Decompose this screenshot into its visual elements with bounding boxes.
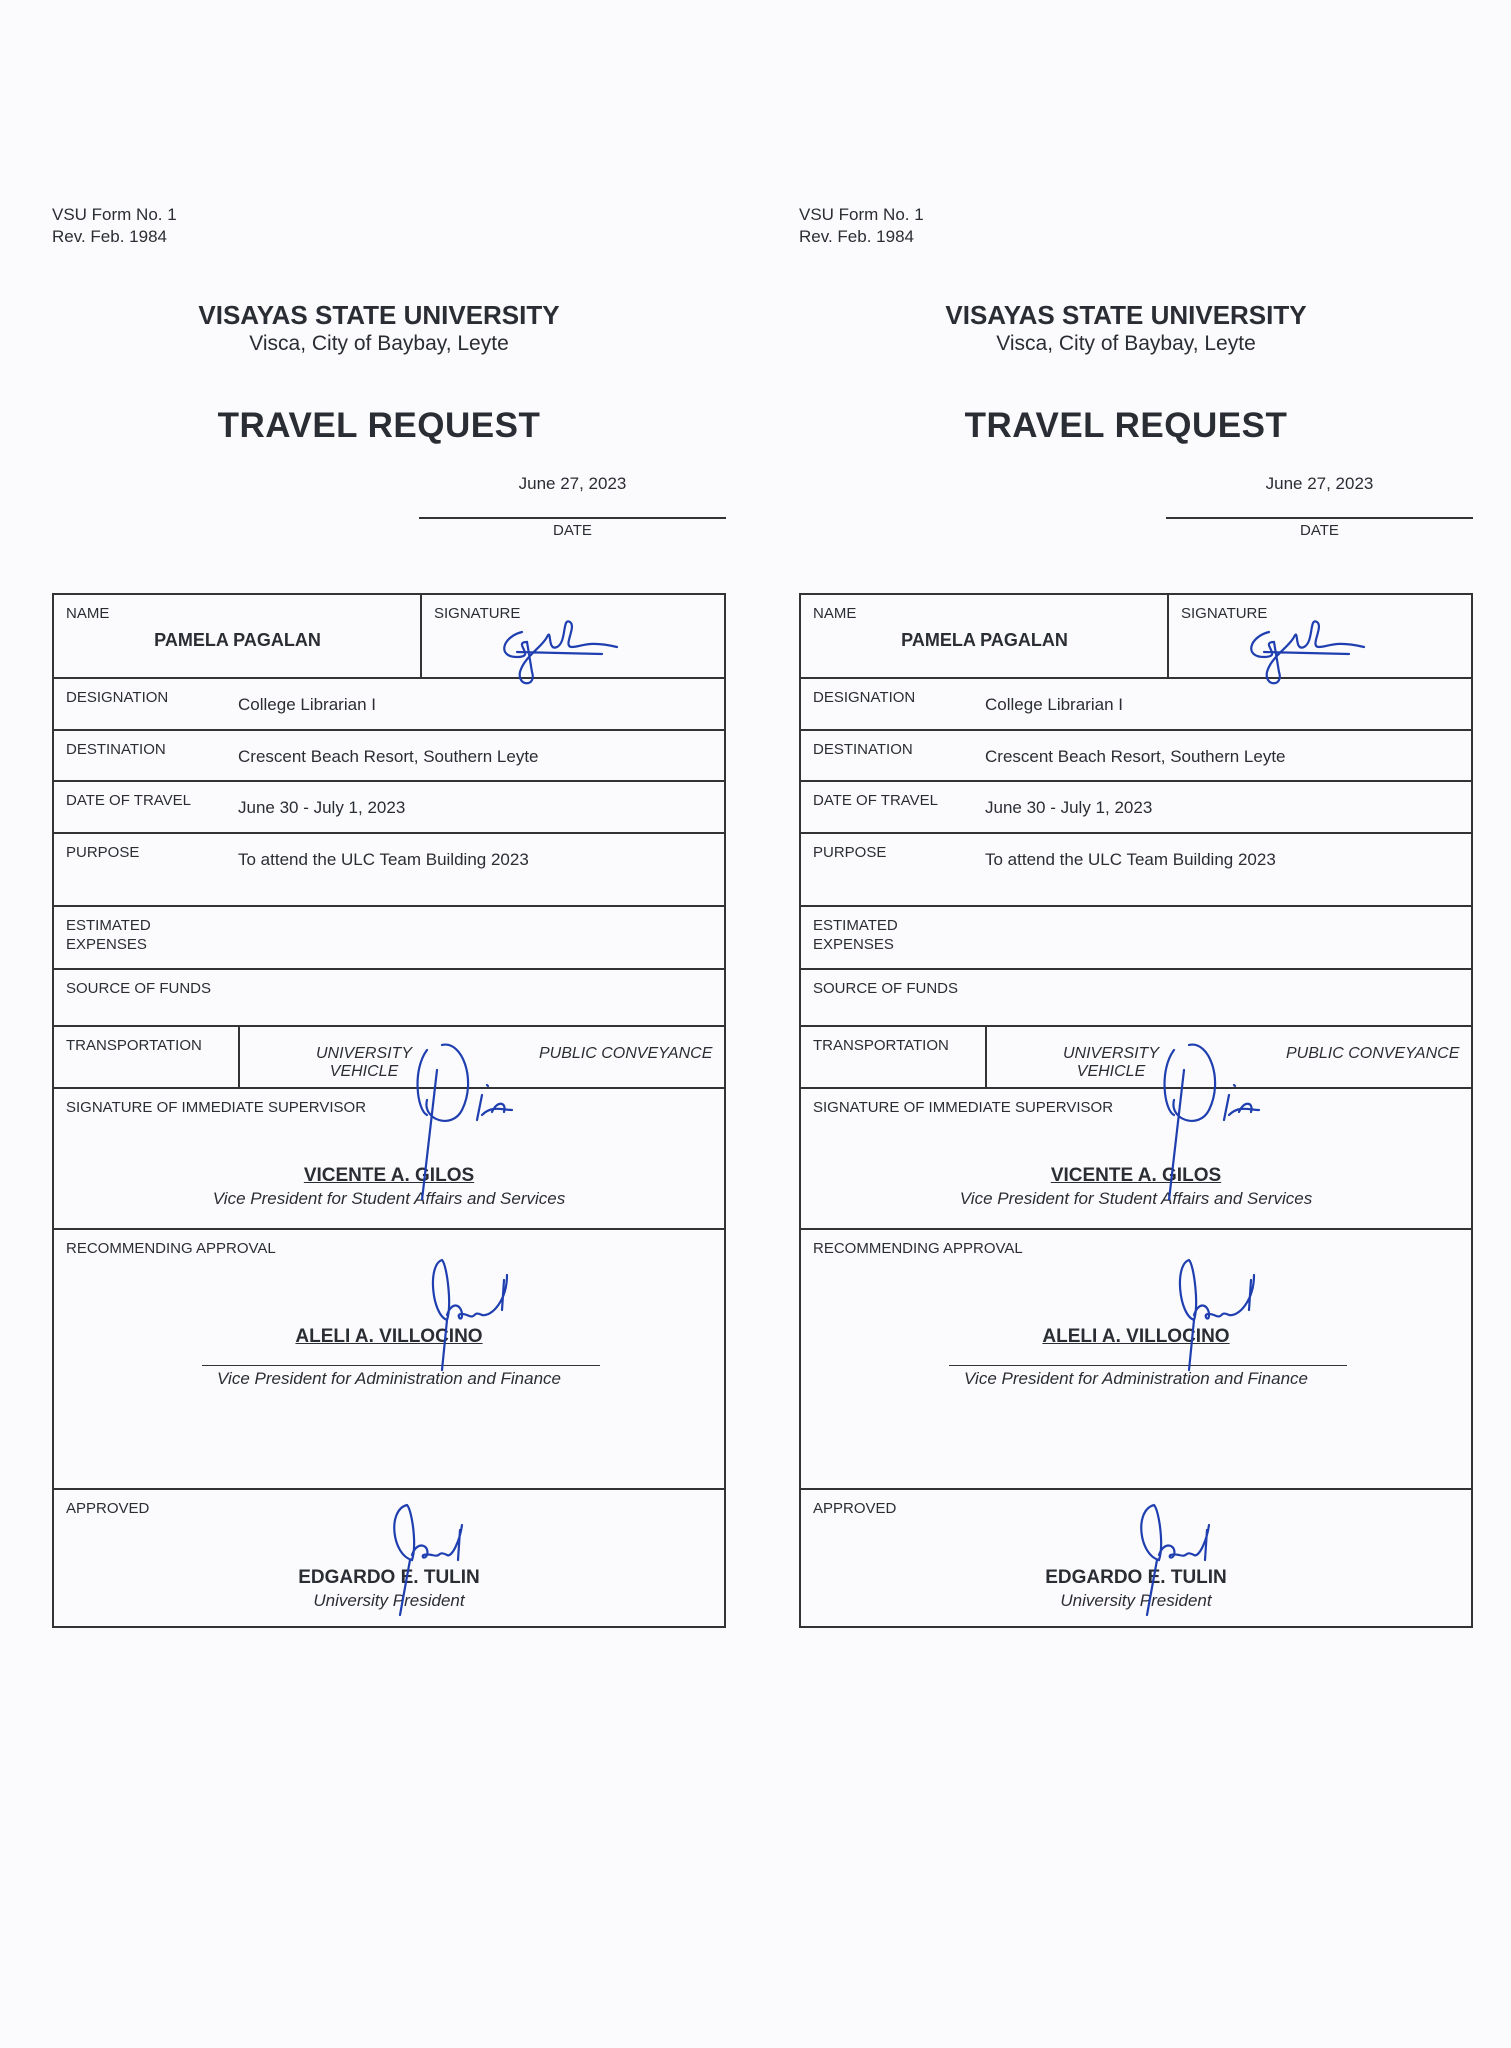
destination-row [801,731,1471,782]
transportation-row [801,1027,1471,1089]
recommending-approval-label: RECOMMENDING APPROVAL [813,1240,1023,1257]
request-date: June 27, 2023 [1265,474,1374,493]
recommending-title: Vice President for Administration and Finance [217,1369,561,1388]
estimated-expenses-row [801,907,1471,970]
transport-option-public-conveyance[interactable]: PUBLIC CONVEYANCE [539,1045,713,1062]
name-label: NAME [813,605,857,622]
date-of-travel-value: June 30 - July 1, 2023 [985,798,1153,817]
university-address: Visca, City of Baybay, Leyte [249,332,509,355]
supervisor-title: Vice President for Student Affairs and Services [959,1189,1313,1208]
transport-option-university-vehicle-2[interactable]: VEHICLE [1076,1063,1146,1080]
supervisor-name: VICENTE A. GILOS [303,1165,475,1186]
designation-row [801,679,1471,731]
recommending-approval-row [801,1230,1471,1490]
approved-title: University President [313,1591,465,1610]
recommending-name: ALELI A. VILLOCINO [295,1326,483,1347]
form-title: TRAVEL REQUEST [964,406,1288,445]
date-of-travel-label: DATE OF TRAVEL [813,792,939,809]
supervisor-label: SIGNATURE OF IMMEDIATE SUPERVISOR [813,1099,1114,1116]
transportation-label: TRANSPORTATION [66,1037,202,1054]
form-revision: Rev. Feb. 1984 [52,227,167,246]
transport-option-university-vehicle-2[interactable]: VEHICLE [329,1063,399,1080]
recommending-line [949,1365,1347,1366]
estimated-expenses-row [54,907,724,970]
estimated-expenses-label-1: ESTIMATED [66,917,151,934]
source-of-funds-row [54,970,724,1027]
supervisor-row [54,1089,724,1230]
supervisor-label: SIGNATURE OF IMMEDIATE SUPERVISOR [66,1099,367,1116]
recommending-approval-row [54,1230,724,1490]
date-line [419,517,726,519]
signature-label: SIGNATURE [1181,605,1268,622]
transportation-label: TRANSPORTATION [813,1037,949,1054]
transportation-divider [985,1027,987,1087]
supervisor-row [801,1089,1471,1230]
transportation-row [54,1027,724,1089]
name-label: NAME [66,605,110,622]
estimated-expenses-label-2: EXPENSES [66,936,147,953]
date-of-travel-label: DATE OF TRAVEL [66,792,192,809]
approved-name: EDGARDO E. TULIN [1045,1567,1227,1588]
approved-row [801,1490,1471,1626]
purpose-label: PURPOSE [66,844,140,861]
form-revision: Rev. Feb. 1984 [799,227,914,246]
approved-row [54,1490,724,1626]
transport-option-public-conveyance[interactable]: PUBLIC CONVEYANCE [1286,1045,1460,1062]
source-of-funds-label: SOURCE OF FUNDS [66,980,212,997]
approved-name: EDGARDO E. TULIN [298,1567,480,1588]
university-name: VISAYAS STATE UNIVERSITY [198,300,560,330]
destination-value: Crescent Beach Resort, Southern Leyte [985,747,1286,766]
name-value: PAMELA PAGALAN [154,630,321,650]
source-of-funds-label: SOURCE OF FUNDS [813,980,959,997]
recommending-line [202,1365,600,1366]
approved-label: APPROVED [813,1500,897,1517]
designation-label: DESIGNATION [66,689,169,706]
signature-label: SIGNATURE [434,605,521,622]
request-date: June 27, 2023 [518,474,627,493]
purpose-row [54,834,724,907]
form-number: VSU Form No. 1 [52,205,177,224]
purpose-row [801,834,1471,907]
travel-request-table [799,593,1473,1628]
university-address: Visca, City of Baybay, Leyte [996,332,1256,355]
supervisor-title: Vice President for Student Affairs and Services [212,1189,566,1208]
designation-value: College Librarian I [238,695,376,714]
date-label: DATE [553,522,592,539]
form-title: TRAVEL REQUEST [217,406,541,445]
purpose-value: To attend the ULC Team Building 2023 [238,850,529,869]
destination-label: DESTINATION [66,741,166,758]
designation-value: College Librarian I [985,695,1123,714]
purpose-label: PURPOSE [813,844,887,861]
date-line [1166,517,1473,519]
designation-row [54,679,724,731]
approved-label: APPROVED [66,1500,150,1517]
date-of-travel-value: June 30 - July 1, 2023 [238,798,406,817]
approved-title: University President [1060,1591,1212,1610]
transport-option-university-vehicle-1[interactable]: UNIVERSITY [315,1045,412,1062]
name-divider [1167,595,1169,677]
name-divider [420,595,422,677]
purpose-value: To attend the ULC Team Building 2023 [985,850,1276,869]
form-number: VSU Form No. 1 [799,205,924,224]
name-row [801,595,1471,679]
name-row [54,595,724,679]
date-of-travel-row [54,782,724,834]
travel-request-form-left [52,0,726,2048]
recommending-title: Vice President for Administration and Finance [964,1369,1308,1388]
travel-request-table [52,593,726,1628]
destination-value: Crescent Beach Resort, Southern Leyte [238,747,539,766]
name-value: PAMELA PAGALAN [901,630,1068,650]
transportation-divider [238,1027,240,1087]
travel-request-form-right [799,0,1473,2048]
recommending-name: ALELI A. VILLOCINO [1042,1326,1230,1347]
university-name: VISAYAS STATE UNIVERSITY [945,300,1307,330]
supervisor-name: VICENTE A. GILOS [1050,1165,1222,1186]
date-label: DATE [1300,522,1339,539]
estimated-expenses-label-1: ESTIMATED [813,917,898,934]
estimated-expenses-label-2: EXPENSES [813,936,894,953]
designation-label: DESIGNATION [813,689,916,706]
date-of-travel-row [801,782,1471,834]
destination-row [54,731,724,782]
transport-option-university-vehicle-1[interactable]: UNIVERSITY [1062,1045,1159,1062]
source-of-funds-row [801,970,1471,1027]
recommending-approval-label: RECOMMENDING APPROVAL [66,1240,276,1257]
destination-label: DESTINATION [813,741,913,758]
